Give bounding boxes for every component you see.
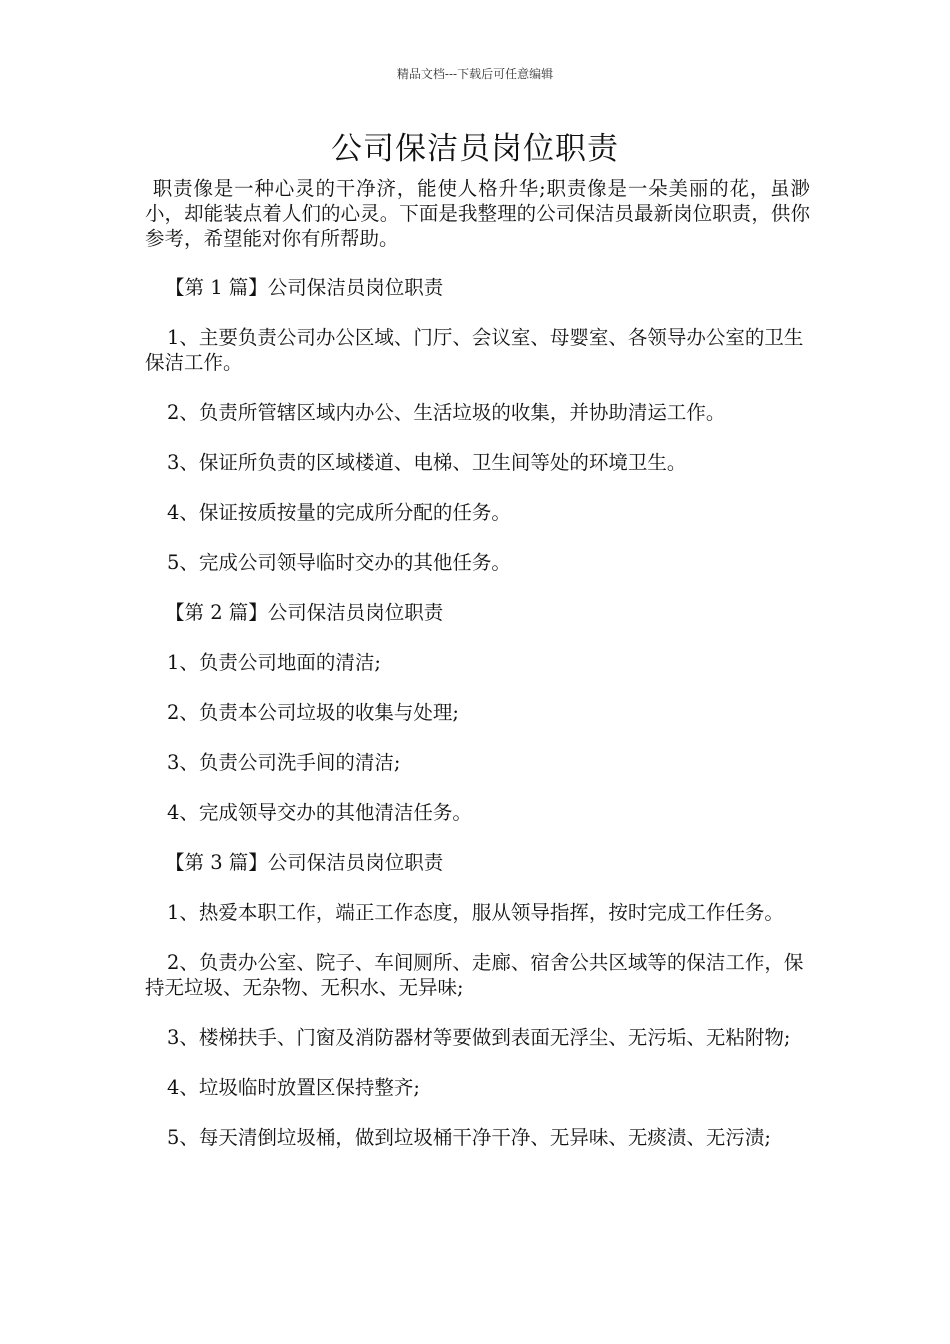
list-item: 5、完成公司领导临时交办的其他任务。 [167, 551, 511, 574]
document-body [145, 176, 810, 1175]
list-item: 2、负责本公司垃圾的收集与处理; [167, 701, 459, 724]
list-item: 1、主要负责公司办公区域、门厅、会议室、母婴室、各领导办公室的卫生保洁工作。 [145, 326, 804, 374]
section-heading: 【第 2 篇】公司保洁员岗位职责 [165, 601, 444, 624]
list-item: 2、负责所管辖区域内办公、生活垃圾的收集，并协助清运工作。 [167, 401, 726, 424]
list-item: 4、保证按质按量的完成所分配的任务。 [167, 501, 511, 524]
list-item: 1、负责公司地面的清洁; [167, 651, 381, 674]
list-item: 3、保证所负责的区域楼道、电梯、卫生间等处的环境卫生。 [167, 451, 687, 474]
list-item: 3、楼梯扶手、门窗及消防器材等要做到表面无浮尘、无污垢、无粘附物; [167, 1026, 791, 1049]
page-header: 精品文档---下载后可任意编辑 [396, 67, 554, 81]
section-heading: 【第 1 篇】公司保洁员岗位职责 [165, 276, 444, 299]
list-item: 4、垃圾临时放置区保持整齐; [167, 1076, 420, 1099]
list-item: 4、完成领导交办的其他清洁任务。 [167, 801, 472, 824]
intro-paragraph: 职责像是一种心灵的干净济，能使人格升华;职责像是一朵美丽的花，虽渺小，却能装点着人们的心灵。下面是我整理的公司保洁员最新岗位职责，供你参考，希望能对你有所帮助。 [145, 177, 810, 250]
section-heading: 【第 3 篇】公司保洁员岗位职责 [165, 851, 444, 874]
document-title: 公司保洁员岗位职责 [331, 131, 619, 167]
list-item: 1、热爱本职工作，端正工作态度，服从领导指挥，按时完成工作任务。 [167, 901, 784, 924]
list-item: 3、负责公司洗手间的清洁; [167, 751, 401, 774]
list-item: 2、负责办公室、院子、车间厕所、走廊、宿舍公共区域等的保洁工作，保持无垃圾、无杂物、无积水、无异味; [145, 951, 804, 999]
list-item: 5、每天清倒垃圾桶，做到垃圾桶干净干净、无异味、无痰渍、无污渍; [167, 1126, 771, 1149]
